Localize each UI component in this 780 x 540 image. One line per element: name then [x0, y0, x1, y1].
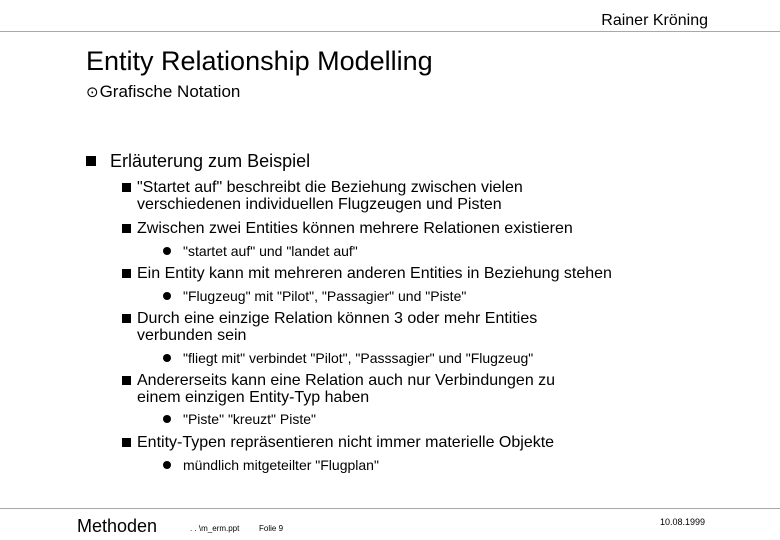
round-bullet-icon	[163, 354, 171, 362]
list-item-text: "Startet auf" beschreibt die Beziehung zwischen vielen verschiedenen individuellen Flugzeugen und Pisten	[137, 179, 523, 213]
footer-slide-number: Folie 9	[259, 524, 284, 533]
sub-list-item	[163, 243, 358, 259]
target-bullet-icon: ⊙	[86, 84, 99, 101]
list-item	[122, 310, 602, 344]
list-item-text: Andererseits kann eine Relation auch nur Verbindungen zu einem einzigen Entity-Typ haben	[137, 372, 556, 406]
list-item	[122, 179, 602, 213]
list-item-text: Entity-Typen repräsentieren nicht immer materielle Objekte	[137, 434, 555, 451]
square-bullet-icon	[122, 224, 131, 233]
sub-list-item	[163, 288, 466, 304]
square-bullet-icon	[122, 183, 131, 192]
footer-divider	[0, 508, 780, 509]
list-item-text: Ein Entity kann mit mehreren anderen Entities in Beziehung stehen	[137, 265, 612, 282]
list-item	[122, 220, 722, 237]
sub-list-item	[163, 350, 533, 366]
footer-date: 10.08.1999	[660, 517, 706, 527]
list-item-text: Durch eine einzige Relation können 3 oder mehr Entities verbunden sein	[137, 310, 538, 344]
square-bullet-icon	[86, 156, 96, 166]
round-bullet-icon	[163, 292, 171, 300]
square-bullet-icon	[122, 314, 131, 323]
list-item	[122, 372, 602, 406]
square-bullet-icon	[122, 376, 131, 385]
round-bullet-icon	[163, 415, 171, 423]
section-heading	[86, 151, 310, 172]
header-divider	[0, 31, 780, 32]
round-bullet-icon	[163, 461, 171, 469]
slide-subtitle	[86, 82, 240, 102]
subtitle-text: Grafische Notation	[99, 82, 241, 101]
footer-filename: . . \m_erm.ppt	[190, 524, 240, 533]
list-item	[122, 434, 722, 451]
heading-text: Erläuterung zum Beispiel	[110, 151, 311, 171]
sub-list-item-text: "Flugzeug" mit "Pilot", "Passagier" und "Piste"	[183, 288, 467, 304]
sub-list-item	[163, 411, 316, 427]
sub-list-item-text: "startet auf" und "landet auf"	[183, 243, 358, 259]
round-bullet-icon	[163, 247, 171, 255]
square-bullet-icon	[122, 269, 131, 278]
square-bullet-icon	[122, 438, 131, 447]
sub-list-item-text: "fliegt mit" verbindet "Pilot", "Passsagier" und "Flugzeug"	[183, 350, 534, 366]
footer-section: Methoden	[77, 516, 158, 536]
list-item-text: Zwischen zwei Entities können mehrere Relationen existieren	[137, 220, 573, 237]
list-item	[122, 265, 722, 282]
sub-list-item-text: mündlich mitgeteilter "Flugplan"	[183, 457, 379, 473]
sub-list-item	[163, 457, 379, 473]
slide-title: Entity Relationship Modelling	[86, 46, 433, 76]
author-name: Rainer Kröning	[601, 12, 708, 29]
sub-list-item-text: "Piste" "kreuzt" Piste"	[183, 411, 316, 427]
